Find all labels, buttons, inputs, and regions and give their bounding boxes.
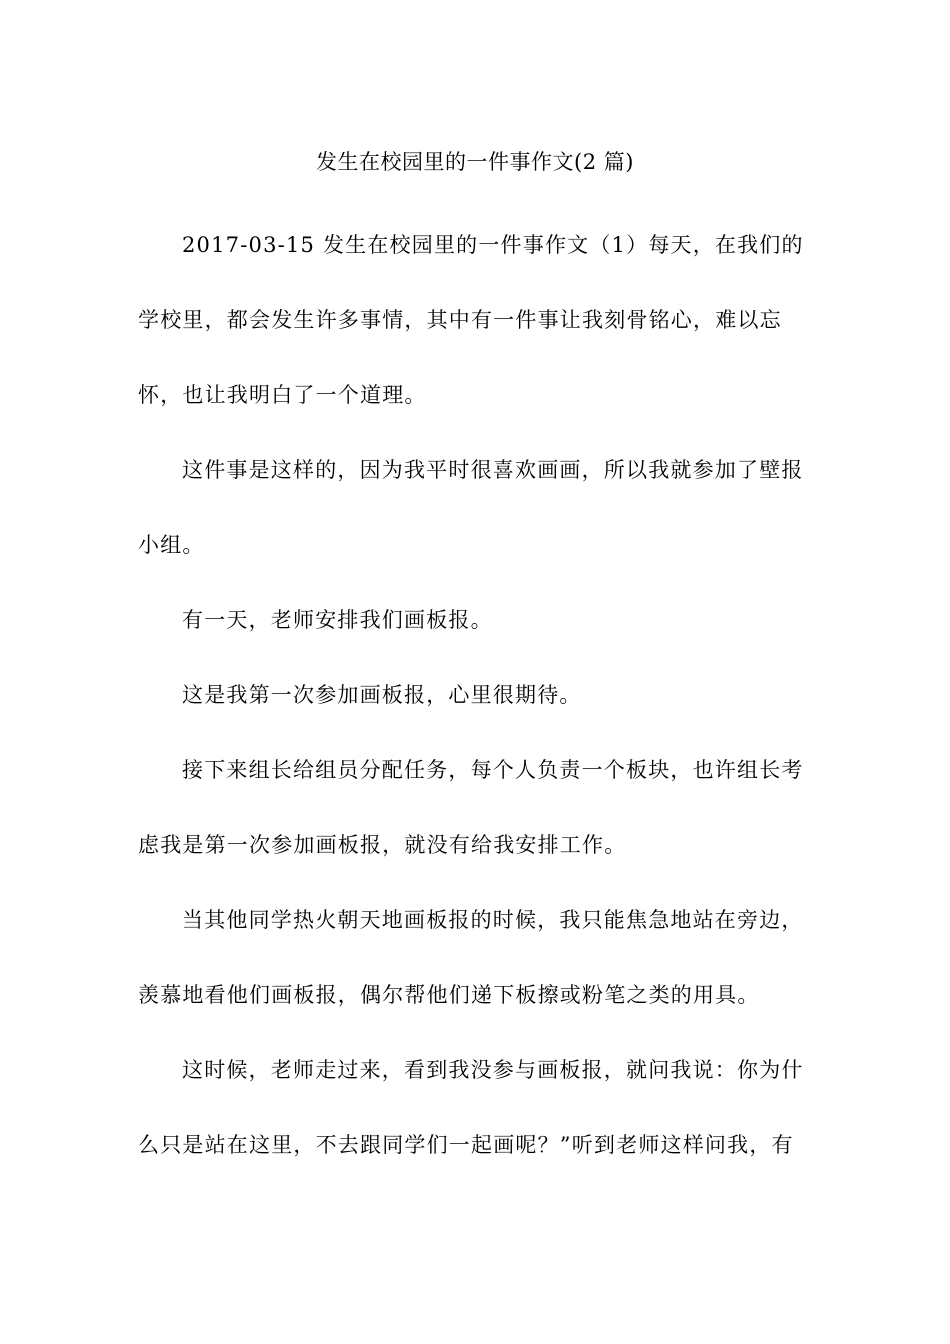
paragraph-6: 当其他同学热火朝天地画板报的时候，我只能焦急地站在旁边，羡慕地看他们画板报，偶尔帮他们递下板擦或粉笔之类的用具。 bbox=[138, 908, 804, 1007]
paragraph-4: 这是我第一次参加画板报，心里很期待。 bbox=[182, 683, 582, 707]
paragraph-2: 这件事是这样的，因为我平时很喜欢画画，所以我就参加了壁报小组。 bbox=[138, 458, 804, 557]
paragraph-1: 2017-03-15 发生在校园里的一件事作文（1）每天，在我们的学校里，都会发生许多事情，其中有一件事让我刻骨铭心，难以忘怀，也让我明白了一个道理。 bbox=[138, 233, 804, 407]
document-title: 发生在校园里的一件事作文(2 篇) bbox=[316, 150, 634, 174]
paragraph-7: 这时候，老师走过来，看到我没参与画板报，就问我说：你为什么只是站在这里，不去跟同学们一起画呢？”听到老师这样问我，有 bbox=[138, 1058, 804, 1157]
document-body bbox=[138, 208, 818, 1183]
paragraph-3: 有一天，老师安排我们画板报。 bbox=[182, 608, 493, 632]
paragraph-5: 接下来组长给组员分配任务，每个人负责一个板块，也许组长考虑我是第一次参加画板报，就没有给我安排工作。 bbox=[138, 758, 804, 857]
